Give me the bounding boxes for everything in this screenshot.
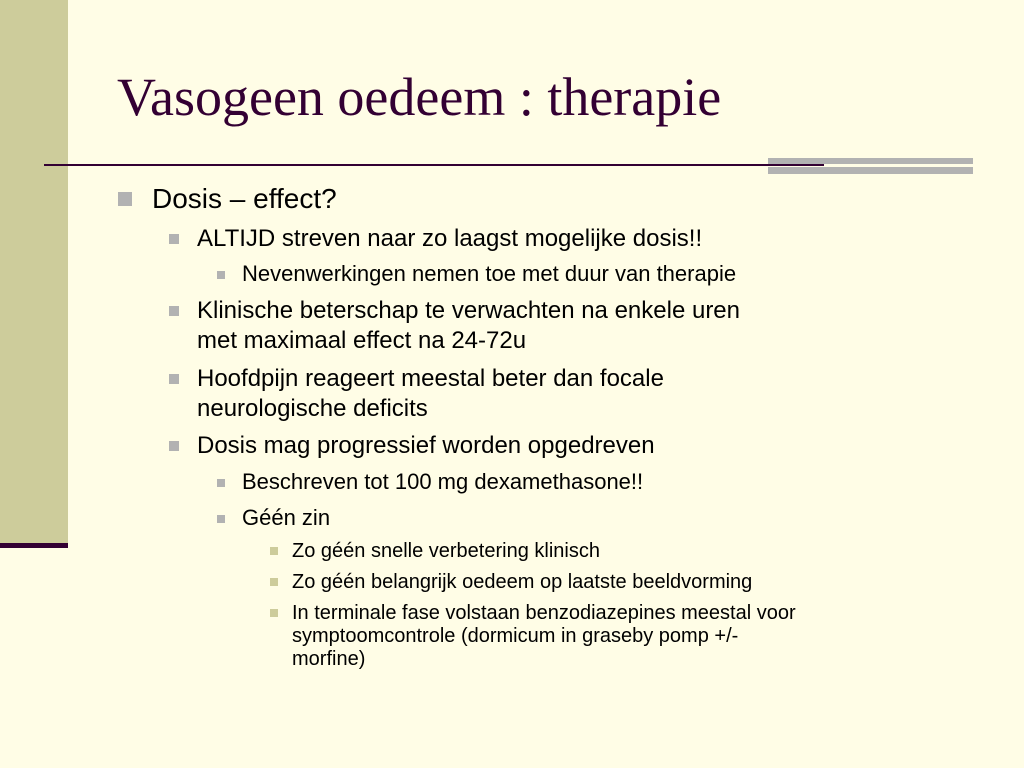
bullet-text: Beschreven tot 100 mg dexamethasone!! [242, 469, 644, 494]
bullet-text-line: neurologische deficits [197, 395, 428, 422]
bullet-text: Géén zin [242, 505, 331, 530]
square-bullet-icon [169, 441, 179, 451]
bullet-text: Dosis mag progressief worden opgedreven [197, 432, 655, 459]
square-bullet-icon [169, 374, 179, 384]
square-bullet-icon [270, 547, 278, 555]
bullet-text-line: symptoomcontrole (dormicum in graseby pomp +/- [292, 625, 739, 647]
square-bullet-icon [217, 479, 225, 487]
square-bullet-icon [217, 271, 225, 279]
bullet-text: Nevenwerkingen nemen toe met duur van therapie [242, 261, 737, 286]
square-bullet-icon [169, 234, 179, 244]
accent-bar [768, 167, 973, 174]
bullet-text: Dosis – effect? [152, 183, 337, 214]
title-divider [44, 164, 824, 166]
bullet-text-line: Klinische beterschap te verwachten na enkele uren [197, 297, 740, 324]
left-decorative-band [0, 0, 68, 543]
bullet-text: Zo géén snelle verbetering klinisch [292, 540, 600, 562]
square-bullet-icon [270, 609, 278, 617]
accent-bars [768, 158, 973, 174]
bullet-text-line: met maximaal effect na 24-72u [197, 327, 527, 354]
square-bullet-icon [169, 306, 179, 316]
square-bullet-icon [217, 515, 225, 523]
bullet-text: Zo géén belangrijk oedeem op laatste beeldvorming [292, 571, 753, 593]
square-bullet-icon [270, 578, 278, 586]
bullet-text-line: Hoofdpijn reageert meestal beter dan focale [197, 365, 664, 392]
bullet-text-line: morfine) [292, 648, 366, 670]
square-bullet-icon [118, 192, 132, 206]
slide-title: Vasogeen oedeem : therapie [117, 67, 722, 127]
bullet-text: ALTIJD streven naar zo laagst mogelijke dosis!! [197, 225, 703, 252]
accent-bar [768, 158, 973, 164]
left-band-rule [0, 543, 68, 548]
bullet-text-line: In terminale fase volstaan benzodiazepines meestal voor [292, 602, 796, 624]
